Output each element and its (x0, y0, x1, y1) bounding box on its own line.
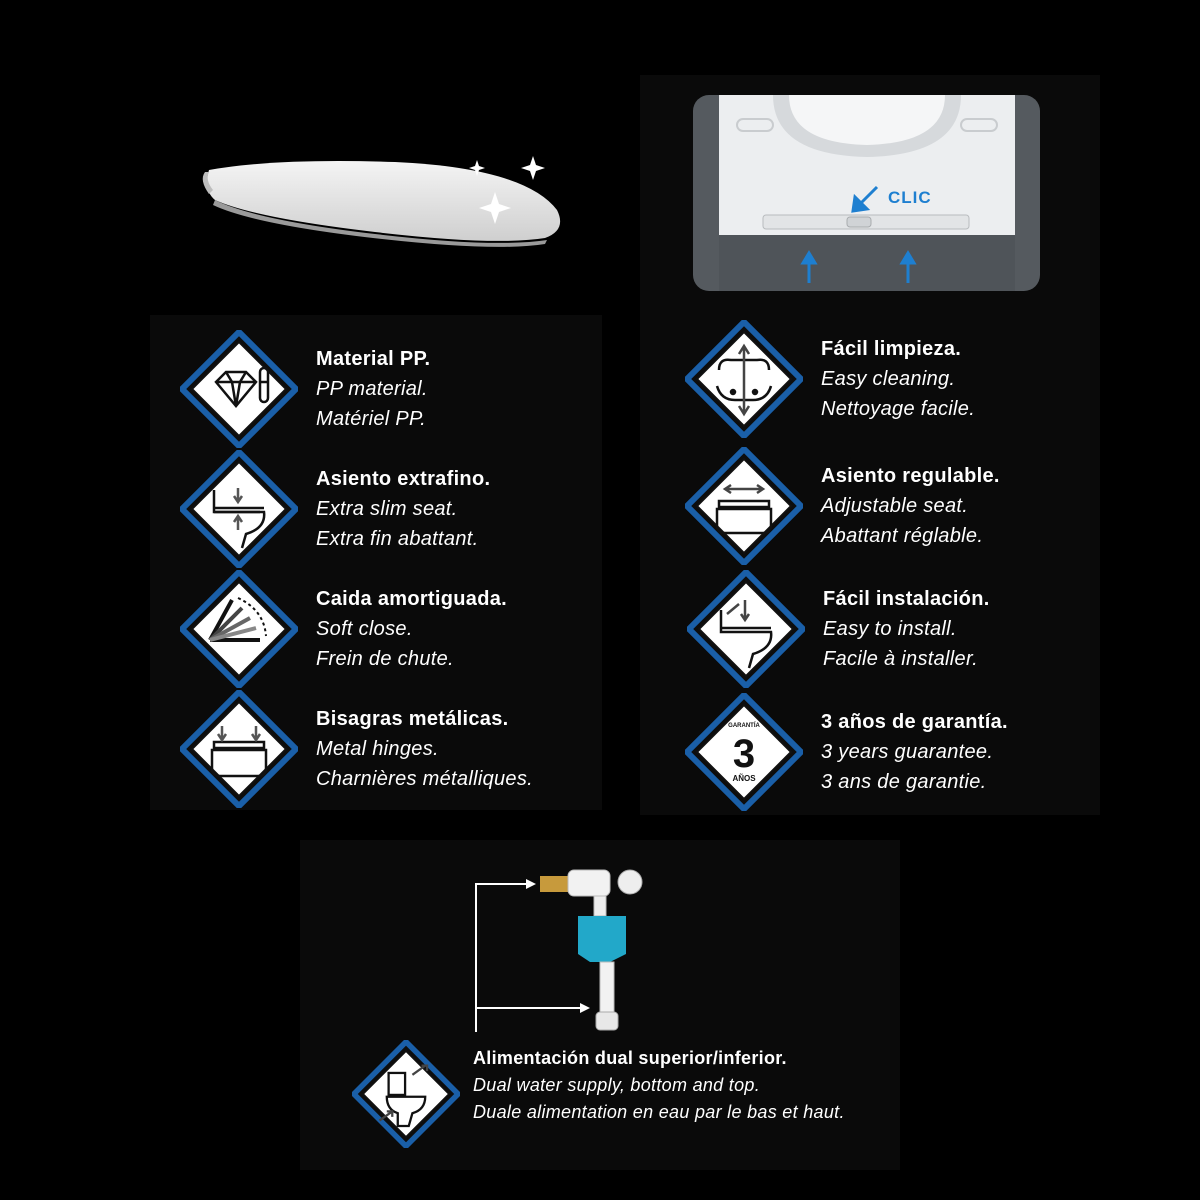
feature-title-es: 3 años de garantía. (821, 711, 1008, 733)
feature-title-en: Easy to install. (823, 618, 957, 640)
clic-label: CLIC (888, 188, 932, 207)
feature-title-es: Alimentación dual superior/inferior. (473, 1048, 787, 1068)
easy-install-icon (687, 570, 805, 688)
feature-guarantee (685, 693, 1008, 811)
guarantee-badge-bottom: AÑOS (732, 774, 756, 783)
feature-title-fr: Frein de chute. (316, 648, 454, 670)
feature-title-en: PP material. (316, 378, 428, 400)
feature-adjustable-seat (685, 447, 1000, 565)
feature-title-fr: Matériel PP. (316, 408, 426, 430)
fill-valve-image (470, 862, 660, 1037)
diamond-flask-icon (180, 330, 298, 448)
feature-dual-supply (352, 1040, 460, 1148)
metal-hinges-icon (180, 690, 298, 808)
dual-water-supply-icon (352, 1040, 460, 1148)
feature-title-fr: Charnières métalliques. (316, 768, 533, 790)
feature-title-es: Fácil limpieza. (821, 338, 962, 360)
feature-easy-install (687, 570, 990, 688)
feature-title-es: Material PP. (316, 348, 431, 370)
feature-title-en: Extra slim seat. (316, 498, 458, 520)
feature-title-es: Asiento regulable. (821, 465, 1000, 487)
feature-title-es: Bisagras metálicas. (316, 708, 509, 730)
guarantee-icon (685, 693, 803, 811)
feature-title-en: Metal hinges. (316, 738, 439, 760)
feature-metal-hinges (180, 690, 533, 808)
adjustable-seat-icon (685, 447, 803, 565)
feature-title-en: Dual water supply, bottom and top. (473, 1075, 761, 1095)
feature-slim-seat (180, 450, 490, 568)
feature-soft-close (180, 570, 507, 688)
feature-material (180, 330, 430, 448)
feature-title-es: Caida amortiguada. (316, 588, 507, 610)
guarantee-badge-number: 3 (732, 732, 756, 776)
toilet-seat-image (195, 150, 575, 260)
clic-release-image (693, 95, 1040, 291)
feature-title-fr: 3 ans de garantie. (821, 771, 987, 793)
feature-title-fr: Nettoyage facile. (821, 398, 976, 420)
feature-easy-cleaning (685, 320, 975, 438)
soft-close-icon (180, 570, 298, 688)
feature-title-es: Fácil instalación. (823, 588, 990, 610)
feature-title-fr: Extra fin abattant. (316, 528, 479, 550)
feature-title-fr: Abattant réglable. (821, 525, 984, 547)
slim-seat-icon (180, 450, 298, 568)
feature-title-fr: Facile à installer. (823, 648, 979, 670)
feature-title-en: Easy cleaning. (821, 368, 956, 390)
guarantee-badge-top: GARANTÍA (728, 723, 760, 729)
feature-title-en: 3 years guarantee. (821, 741, 994, 763)
dual-supply-text (473, 1045, 845, 1126)
feature-title-en: Adjustable seat. (821, 495, 969, 517)
feature-title-en: Soft close. (316, 618, 413, 640)
easy-cleaning-icon (685, 320, 803, 438)
feature-title-fr: Duale alimentation en eau par le bas et haut. (473, 1102, 845, 1122)
feature-title-es: Asiento extrafino. (316, 468, 491, 490)
